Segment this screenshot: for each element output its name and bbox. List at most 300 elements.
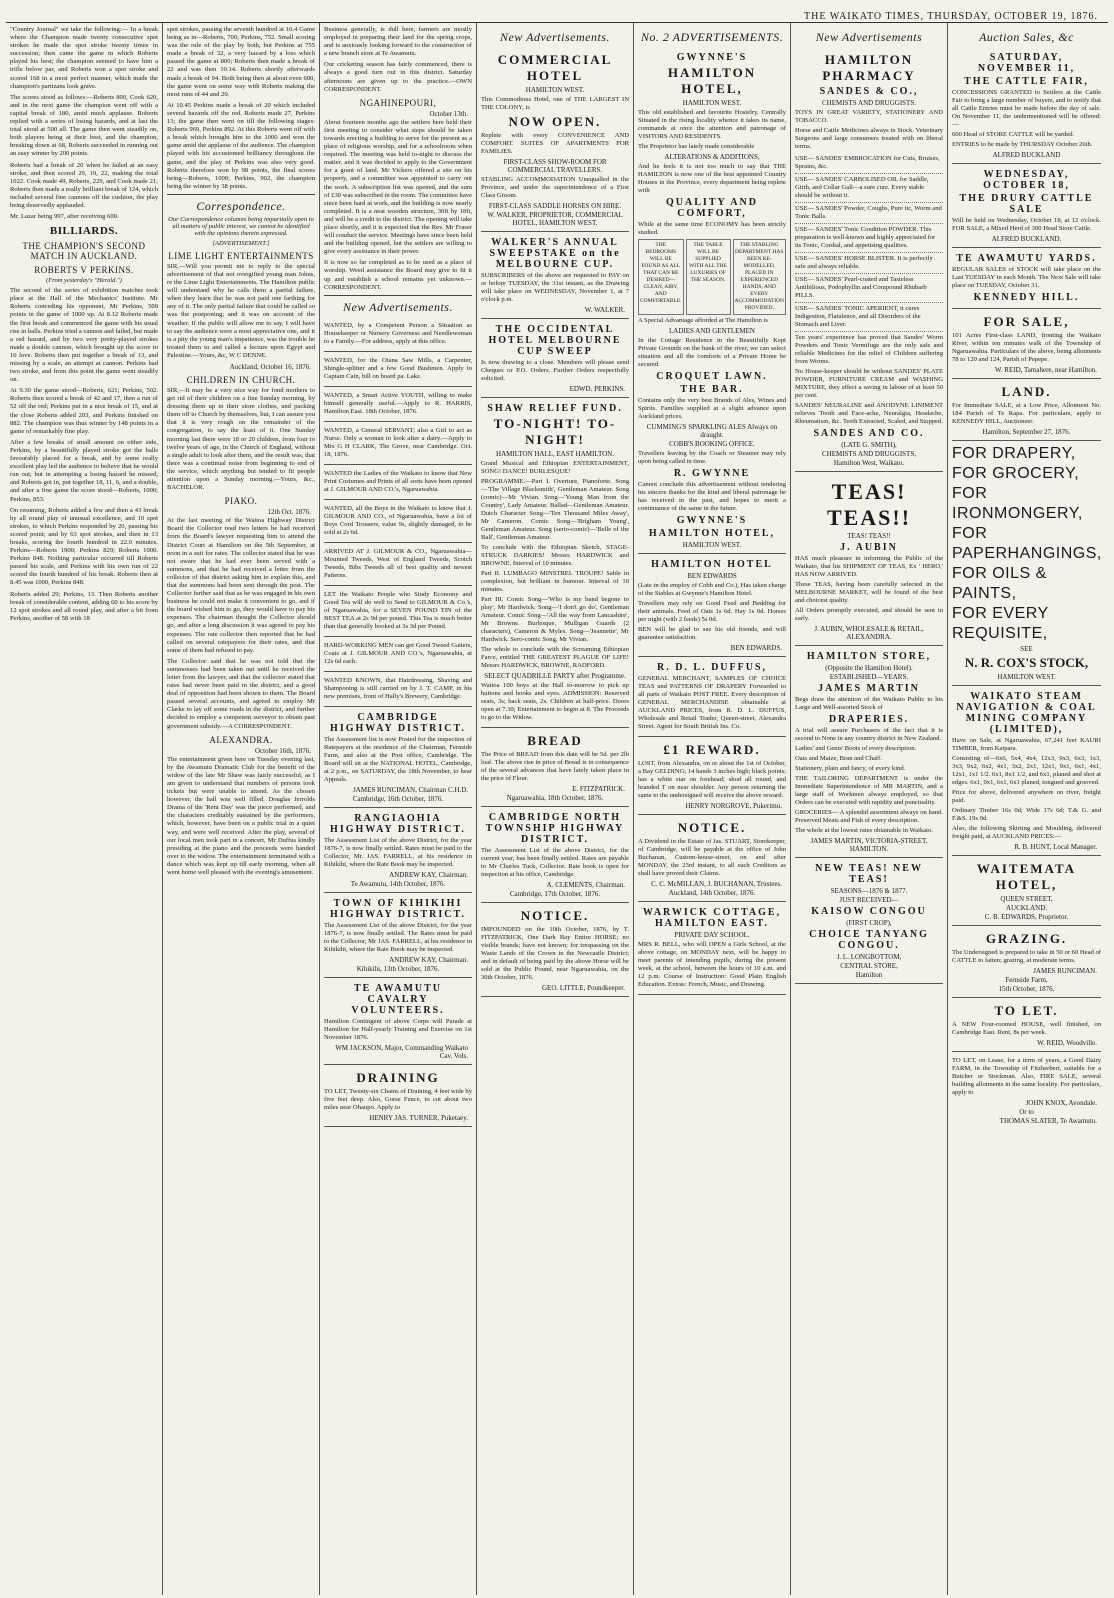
- ad-signature: ANDREW KAY, Chairman.: [389, 870, 468, 879]
- sweep-ad: [481, 319, 629, 398]
- ad-line: FOR GROCERY,: [952, 465, 1080, 482]
- ad-title: TE AWAMUTU YARDS.: [956, 253, 1097, 264]
- article-title: THE CHAMPION'S SECOND MATCH IN AUCKLAND.: [22, 241, 146, 262]
- ad-text: GROCERIES— A splendid assortment always on hand. Preserved Meats and Fish of every description.: [795, 809, 943, 824]
- ad-signature: WM JACKSON, Major, Commanding Waikato Cav. Vols.: [335, 1043, 468, 1060]
- ad-text: STABLING ACCOMMODATION Unequalled in the Province, and under the superintendence of a First Class Groom.: [481, 176, 629, 199]
- ad-proprietor: SANDES AND CO.: [813, 428, 925, 439]
- ad-signature: JAMES RUNCIMAN, Chairman C.H.D.: [353, 785, 468, 794]
- ad-signature: C. C. McMILLAN, J. BUCHANAN, Trustees.: [651, 880, 782, 888]
- programme: To conclude with the Ethiopian Sketch, STAGE-STRUCK DARKIES! Messrs HARDWICK and BROWNE. Interval of 10 minutes.: [481, 544, 629, 567]
- product-item: USE— SANDES' EMBROCATION for Cuts, Bruises, Sprains, &c.: [795, 153, 943, 174]
- product-item: USE— SANDES' Powder, Coughs, Pure tic, Worm and Tonic Balls.: [795, 203, 943, 224]
- editorial-note: Our Correspondence columns being impartially open to all matters of public interest, we cannot be identified with the opinions therein expressed.: [168, 215, 314, 237]
- article-paragraph: Roberts added 29; Perkins, 13. Then Roberts another break of considerable content, adding 60 to his score by 12 spot strokes and all round play, and after a bit from Perkins, another of 58 with 18: [10, 590, 158, 622]
- ad-text: Is now drawing to a close. Members will please send Cheques or P.O. Orders. Further Orders respectfully solicited.: [481, 359, 629, 382]
- ad-text: WANTED, by a Competent Person a Situation as Housekeeper or Nursery Governess and Needlewoman to a Family.—For address, apply at this office.: [324, 321, 472, 345]
- ad-text: A Special Advantage afforded at The Hamilton is: [638, 317, 768, 324]
- ad-text: Grand Musical and Ethiopian ENTERTAINMENT, SONG! DANCE! BURLESQUE!: [481, 460, 629, 475]
- to-let-ad: [952, 998, 1101, 1052]
- ad-title: TO LET.: [994, 1003, 1059, 1018]
- classified-ad: [324, 465, 472, 500]
- letter-body: SIR,—Will you permit me to reply to the special advertisement of that not overgifted young man Johns, re the Lime Light Entertainments. The Hamilton public will understand why he calls them a partial failure, when they learn that he was not paid one farthing for any of it. The only partial failure that could be called so was the postponing; and it was on account of the weather. If the public will allow me to say, I will have to say the audience were a most appreciative one, and it is a pity the young man's impatience, was the trouble he treated them to and called a lecture upon Egypt and Palestine.—Yours, &c, W C DENNE.: [167, 262, 315, 359]
- notice-ad: [324, 978, 472, 1065]
- column-6: [791, 23, 948, 1595]
- ad-proprietor: GWYNNE'S: [676, 515, 748, 526]
- ad-text: For Immediate SALE, at a Low Price, Allotment No. 184 Parish of Te Rapa. For particulars, apply to KENNEDY HILL, Auctioneer.: [952, 402, 1101, 425]
- ad-proprietor: R. GWYNNE: [673, 468, 751, 479]
- ad-title: CAMBRIDGE NORTH TOWNSHIP HIGHWAY DISTRICT.: [485, 812, 625, 845]
- article-paragraph: Roberts had a break of 20 when he failed at an easy stroke, and then scored 29, 19, 22, making the total 1022. Cook made 49, Roberts, 229, and Cook made 21; Roberts then made a really brilliant break of 124, which included several fine cannons off the cushion, the play being deservedly applauded.: [10, 161, 158, 209]
- ad-text: This old established and favourite Hostelry, Centrally Situated in the rising locality whence it takes its name, commands at once the attention and patronage of VISITORS AND RESIDENTS.: [638, 109, 786, 140]
- ad-feature: CHOICE TANYANG CONGOU.: [809, 929, 929, 951]
- ad-signature: W. REID, Tamahere, near Hamilton.: [994, 366, 1097, 374]
- article-paragraph: After a few breaks of small amount on either side, Perkins, by a beautifully played stroke got the balls favourably placed for a break, and by some really excellent play led the audience to believe that he would run out; but in attempting a losing hazard he missed, and Roberts got in, put together 18, 11, 6, and a double, and after a fine game the score stood—Roberts, 1000; Perkins, 853.: [10, 438, 158, 503]
- ad-subtitle: CHEMISTS AND DRUGGISTS,: [822, 450, 916, 458]
- ad-signature: HENRY JAS. TURNER, Puketaey.: [369, 1113, 468, 1122]
- ad-text: HAS much pleasure in informing the Public of the Waikato, that his SHIPMENT OF TEAS, Ex ' HERO,' HAS NOW ARRIVED.: [795, 555, 943, 578]
- article-title: ALEXANDRA.: [209, 734, 273, 745]
- hotel-ad: [952, 856, 1101, 926]
- classified-ad: [324, 352, 472, 387]
- sweep-ad: [481, 232, 629, 319]
- ad-text: Travellers leaving by the Coach or Steamer may rely upon being called in time.: [638, 450, 786, 465]
- ad-text: TOYS IN GREAT VARIETY, STATIONERY AND TOBACCO.: [795, 109, 943, 124]
- ad-date: Kihikihi, 13th October, 1876.: [356, 964, 440, 973]
- ad-title: WALKER'S ANNUAL SWEEPSTAKE on the MELBOURNE CUP.: [489, 237, 621, 270]
- ad-date: 15th October, 1876.: [998, 985, 1055, 993]
- article-paragraph: Our cricketing season has fairly commenced, there is always a good turn out in this district. Saturday afternoons are given up to the practice.—OWN CORRESPONDENT.: [324, 61, 472, 93]
- ad-signature: ALFRED BUCKLAND: [992, 151, 1061, 159]
- ad-proprietor: JAMES MARTIN: [818, 683, 920, 694]
- letter-date: Auckland, October 16, 1876.: [229, 363, 311, 371]
- ad-signature: W. WALKER.: [584, 306, 625, 314]
- ad-text: The Price of BREAD from this date will be 5d. per 2lb loaf. The above rise in price of Bread is in consequence of the several advances that have lately taken place in the price of Flour.: [481, 751, 629, 782]
- ad-title: COMMERCIAL HOTEL: [497, 52, 613, 83]
- ad-text: The Assessment List of the above District, for the year 1876-7, is now finally settled. The Rates must be paid to the Collector, Mr JAS. FARRELL, at his residence in Kihikihi, where the Rate Book may be inspected.: [324, 921, 472, 953]
- tea-ad: [795, 472, 943, 646]
- ad-text: LET the Waikato People who Study Economy and Good Tea will do well to Send to GILMOUR & Co.'s, of Ngaruawahia, for a SEVEN POUND TIN of the BEST TEA at 2s 9d per pound. This Tea is much better than that generally booked at 3s 3d per Pound.: [324, 590, 472, 630]
- ad-title: HAMILTON HOTEL,: [667, 65, 757, 96]
- divider: [167, 194, 315, 195]
- article-subtitle: ROBERTS V PERKINS.: [34, 265, 134, 276]
- ad-title: THE OCCIDENTAL HOTEL MELBOURNE CUP SWEEP: [488, 324, 622, 357]
- ad-text: IMPOUNDED on the 10th October, 1876, by T. FITZPATRICK, One Dark Bay Entire HORSE; no visible brands; have not known; for trespassing on the Waste Lands of the Crown in the Newcastle District; and in default of being paid by the above Horse will be sold at the Public Pound, near Ngaruawahia, on the 30th October, 1876.: [481, 926, 629, 981]
- ad-address: Fernside Farm,: [1005, 976, 1048, 984]
- ad-date-heading: WEDNESDAY, OCTOBER 18,: [983, 169, 1070, 191]
- notice-ad: [324, 808, 472, 893]
- ad-text: Or to: [1019, 1108, 1034, 1116]
- ad-text: Waitoa 100 boys at the Hall to-morrow to pick up buttons and hooks and eyes. ADMISSION: Reserved seats, 3s; back seats, 2s. Children at half-price. Doors open at 7.30; Entertainment to begin at 8. The Proceeds to go to the Widow.: [481, 682, 629, 721]
- ad-title: NOTICE.: [677, 820, 747, 835]
- letter-title: LIME LIGHT ENTERTAINMENTS: [168, 250, 314, 261]
- to-let-ad: [952, 1052, 1101, 1129]
- article-paragraph: The scores stood as follows:—Roberts 800, Cook 620, and in the next game the champion went off with a capital break of 180, amid much applause. Roberts replied with a series of losing hazards, and at last the total stood at 500 all. The game then went steadily on, both players being at their best, and the champion, breaking down at 68, Roberts succeeded in running out an easy winner by 200 points.: [10, 93, 158, 158]
- ad-signature: J. AUBIN, WHOLESALE & RETAIL, ALEXANDRA.: [814, 625, 924, 641]
- ad-feature: KAISOW CONGOU: [811, 906, 927, 917]
- ad-text: REGULAR SALES of STOCK will take place on the Last TUESDAY in each Month. The Next Sale will take place on TUESDAY, October 31.: [952, 266, 1101, 289]
- ad-title: RANGIAOHIA HIGHWAY DISTRICT.: [330, 812, 466, 835]
- ad-subtitle: TEAS! TEAS!!: [847, 532, 891, 540]
- ad-title: DRAINING: [356, 1069, 440, 1085]
- ad-subtitle: HAMILTON WEST.: [525, 86, 585, 94]
- ad-line: FOR PAPERHANGINGS,: [952, 525, 1102, 562]
- ad-title: CAMBRIDGE HIGHWAY DISTRICT.: [330, 711, 466, 734]
- section-heading: New Advertisements.: [500, 30, 610, 44]
- ad-title: GRAZING.: [985, 931, 1068, 946]
- ad-text: LOST, from Alexandra, on or about the 1st of October, a Bay GELDING; 14 hands 3 inches high; black points; has a white star on forehead; shod all round, and branded T on near shoulder. Any person returning the same to the undersigned will receive the above reward.: [638, 760, 786, 799]
- notice-ad: [638, 815, 786, 902]
- feature-cell-stabling: THE STABLING DEPARTMENT HAS BEEN RE-MODELLED, PLACED IN EXPERIENCED HANDS, AND EVERY ACCOMMODATION PROVIDED.: [733, 239, 787, 315]
- ad-text: The Assessment list is now Posted for the inspection of Ratepayers at the residence of the Chairman, Fernside Farm, and also at the Post office, Cambridge. The Board will sit at the NATIONAL HOTEL, Cambridge, at 2 p.m., on SATURDAY, the 18th November, to hear Appeals.: [324, 735, 472, 783]
- section-heading: New Advertisements.: [343, 299, 453, 314]
- ad-headline: TEAS! TEAS!!: [826, 479, 912, 530]
- ad-text: The Undersigned is prepared to take in 50 or 60 Head of CATTLE to fatten; grazing, at moderate terms.: [952, 949, 1101, 964]
- article-date: 12th Oct. 1876.: [267, 508, 311, 517]
- ad-title: SHAW RELIEF FUND.: [487, 403, 623, 414]
- ad-date-heading: SATURDAY, NOVEMBER 11,: [977, 52, 1076, 74]
- article-title: PIAKO.: [224, 496, 258, 507]
- ad-feature: ALTERATIONS & ADDITIONS,: [664, 153, 760, 161]
- ad-signature: E. FITZPATRICK.: [572, 785, 625, 793]
- ad-text: All Orders promptly executed, and should be sent in early.: [795, 607, 943, 622]
- ad-text: HARD-WORKING MEN can get Good Tweed Gaiters, Coats at J. GILMOUR AND CO.'s, Ngaruawahia, at 12s 6d each.: [324, 641, 472, 665]
- ad-text: 101 Acres First-class LAND, fronting the Waikato River, within ten minutes walk of the Township of Ngaruawahia. Particulars of the above, being allotments 78 to 120 and 124, Parish of Pepepe.: [952, 332, 1101, 363]
- ad-feature: CROQUET LAWN.: [656, 371, 768, 382]
- ad-text: BEN will be glad to see his old friends, and will guarantee satisfaction.: [638, 626, 786, 641]
- ad-title: HAMILTON HOTEL,: [648, 528, 776, 539]
- ad-signature: C. B. EDWARDS, Proprietor.: [984, 913, 1069, 921]
- column-4: [477, 23, 634, 1595]
- ad-text: Price for above, delivered anywhere on river, freight paid.: [952, 789, 1101, 804]
- classified-ad: [324, 637, 472, 672]
- ad-signature: HENRY NORGROVE, Pukerimu.: [685, 802, 782, 810]
- ad-address: CENTRAL STORE,: [840, 962, 898, 970]
- grazing-ad: [952, 926, 1101, 998]
- ad-text: Hamilton Contingent of above Corps will Parade at Hamilton for Half-yearly Training and Exercise on 1st November 1876.: [324, 1017, 472, 1041]
- store-ad: [795, 646, 943, 858]
- ad-subtitle: SEASONS—1876 & 1877.: [830, 887, 908, 895]
- ad-signature: W. REID, Woodville.: [1037, 1039, 1097, 1047]
- ad-signature: ALFRED BUCKLAND.: [991, 235, 1062, 243]
- ad-feature: SELECT QUADRILLE PARTY after Programme.: [484, 672, 626, 680]
- ad-title: WAIKATO STEAM NAVIGATION & COAL MINING COMPANY (LIMITED),: [956, 691, 1097, 735]
- ad-feature: COBB'S BOOKING OFFICE.: [669, 440, 755, 448]
- ad-signature: R. B. HUNT, Local Manager.: [1014, 843, 1097, 851]
- ad-text: MRS R. BELL, who will OPEN a Girls School, at the above cottage, on MONDAY next, will be happy to meet parents of intending pupils, during the present week, at the school, between the hours of 10 a.m. and 12 p.m. Course of Instruction: Good Plain English Education. Extras: French, Music, and Drawing.: [638, 941, 786, 988]
- article-paragraph: The Collector said that he was not told that the summonses had been taken out until he received the letter from the lawyer, and that the collector stated that rates had never been paid in the district, and a good deal of opposition had been shown to them. The Board passed several accounts, and agreed to employ Mr Clarke to lay off some roads in the district, and further decided to employ a competent surveyor to obtain past government subsidy.—A CORRESPONDENT.: [167, 657, 315, 730]
- programme: PROGRAMME.—Part I. Overture, Pianoforte. Song—'The Village Blacksmith', Gentleman Amateur. Song (comic)—Mr Vivian. Song—'Young Man from the Country', Lady Amateur. Ballad—Gentleman Amateur. Dutch Character Song—'Ten Thousand Miles Away', Mr Cameron. Comic Song—'Brigham Young', Gentleman Amateur. Song (serio-comic)—'Belle of the Ball', Gentleman Amateur.: [481, 478, 629, 541]
- ad-date: Hamilton, September 27, 1876.: [982, 428, 1071, 436]
- ad-subtitle: (LATE G. SMITH),: [841, 441, 897, 449]
- ad-address: Hamilton: [855, 971, 883, 979]
- article-paragraph: At 10.45 Perkins made a break of 20 which included several hazards off the red. Roberts made 27, Perkins 13; the game then went on till the following stages: Roberts 969, Perkins 892. At this Roberts went off with a break which brought him to the 1000 and won the game amid the applause of the audience. The champion played with his accustomed brilliancy throughout the game, and the play of Perkins was also very good. Roberts therefore won by 98 points, the final scores being—Roberts, 1000; Perkins, 902, the champion being the winner by 38 points.: [167, 101, 315, 190]
- ad-text: WANTED, a Smart Active YOUTH, willing to make himself generally useful.—Apply to R. HARRIS, Hamilton East. 18th October, 1876.: [324, 391, 472, 415]
- column-3: [320, 23, 477, 1595]
- page-masthead: [6, 4, 1108, 23]
- feature-table: [638, 239, 786, 315]
- ad-venue: HAMILTON HALL, EAST HAMILTON.: [496, 450, 614, 458]
- ad-subtitle: QUEEN STREET,: [1000, 895, 1053, 903]
- ad-title: BREAD: [527, 733, 583, 748]
- ad-text: The Proprietor has lately made considerable: [638, 143, 755, 150]
- ad-text: ENTRIES to be made by THURSDAY October 26th.: [952, 141, 1093, 148]
- ad-proprietor: GWYNNE'S: [676, 52, 748, 63]
- hotel-ad: [481, 47, 629, 232]
- ad-title: £1 REWARD.: [663, 742, 761, 757]
- ad-subtitle: (Opposite the Hamilton Hotel).: [825, 664, 913, 672]
- ad-line: FOR OILS & PAINTS,: [952, 565, 1047, 602]
- auction-ad: [952, 164, 1101, 248]
- ad-date: Cambridge, 16th October, 1876.: [352, 794, 444, 803]
- ad-text: A Dividend in the Estate of Jas. STUART, Storekeeper, of Cambridge, will be payable at the office of John Buchanan, Custom-house-street, on and after MONDAY, the 23rd instant, to all such Creditors as shall have proved their Claims.: [638, 838, 786, 877]
- ad-text: (Late in the employ of Cobb and Co.), Has taken charge of the Stables at Gwynne's Hamilton Hotel.: [638, 582, 786, 597]
- ad-signature: GEO. LITTLE, Poundkeeper.: [541, 984, 625, 992]
- ad-proprietor: SANDES & CO.,: [819, 86, 919, 97]
- article-paragraph: At the last meeting of the Waitoa Highway District Board the Collector read two letters he had received from the Board's lawyer requesting him to attend the District Court at Hamilton on the 5th September, at noon in a suit for rates. The collector stated that he was not aware that he had ever been served with a summons, and that he had received a letter from the collector of that district asking him to explain this, and that the summons had been sent through the post. The Collector further said that as he was engaged in his own business he could not make it convenient to go, and if the board wished him to go, they would have to pay his expenses. The chairman thought the Collector should go, and after a long discussion it was agreed to pay his expenses. The rate collector then reported that he had called on several ratepayers for their rates, and that some of them had refused to pay.: [167, 517, 315, 654]
- ad-subtitle: PRIVATE DAY SCHOOL.: [674, 931, 750, 939]
- ad-text: Oats and Maize, Bran and Chaff.: [795, 755, 882, 762]
- ad-title: N. R. COX'S STOCK,: [964, 655, 1089, 670]
- ad-text: WANTED, all the Boys in the Waikato to know that J. GILMOUR AND CO., of Ngaruawahia, have a lot of Boys Cord Trousers, value 9s, slightly damaged, to be sold at 2s 6d.: [324, 504, 472, 536]
- notice-ad: [324, 707, 472, 808]
- ad-title: R. D. L. DUFFUS,: [656, 662, 768, 673]
- notice-ad: [324, 893, 472, 978]
- ad-text: And he feels it is not too much to say that THE HAMILTON is now one of the best appointed Country Houses in the Province, every department being replete with: [638, 163, 786, 194]
- auction-ad: [952, 47, 1101, 164]
- auction-ad: [952, 248, 1101, 309]
- ad-price-list: Ordinary Timber 16s 0d; Wide 17s 6d; T.& G. and F.&S. 19s 0d.: [952, 807, 1101, 822]
- ad-signature: J. L. LONGBOTTOM,: [836, 953, 902, 961]
- timber-ad: [952, 686, 1101, 856]
- notice-ad: [324, 1065, 472, 1127]
- ad-date: Ngaruawahia, 18th October, 1876.: [506, 794, 604, 802]
- ad-text: TO LET, Twenty-six Chains of Draining, 4 feet wide by five feet deep. Also, Gorse Fence, to cut about two miles near Ohaupo. Apply to: [324, 1087, 472, 1111]
- article-paragraph: spot strokes, passing the seventh hundred at 10.4 Game being as in—Roberts, 700; Perkins, 752. Small scoring was the rule of the play by both, but Perkins at 755 made a break of 32, a very hazard by a loss which passed the game at 800; Roberts then made a break of 22 and was then 10.14. Roberts shortly afterwards made a break of 94. Both being then at about even 600, the game went on some way with Roberts making the most runs of 44 and 20.: [167, 26, 315, 98]
- notice-ad: [481, 903, 629, 997]
- ad-text: In the Cottage Residence in the Beautifully Kept Private Grounds on the bank of the river, we can select situation and all the comforts of a Private Home be secured.: [638, 337, 786, 368]
- ad-text: SUBSCRIBERS of the above are requested to PAY on or before TUESDAY, the 31st instant, as the Drawing will take place on WEDNESDAY, November 1, at 7 o'clock p.m.: [481, 272, 629, 303]
- product-item: USE— SANDES' CARBOLISED OIL for Saddle, Girth, and Collar Gall—a sure cure. Every stable should be without it.: [795, 174, 943, 203]
- ad-text: A NEW Four-roomed HOUSE, well finished, on Cambridge East. Rent, 8s per week.: [952, 1021, 1101, 1036]
- ad-date: Auckland, 14th October, 1876.: [668, 889, 756, 897]
- ad-feature: THE BAR.: [680, 384, 744, 395]
- ad-title: HAMILTON HOTEL: [651, 559, 773, 570]
- ad-established: ESTABLISHED—YEARS.: [829, 673, 909, 681]
- ad-feature: CUMMING'S SPARKLING ALES Always on draught.: [646, 423, 778, 439]
- ad-text: Consisting of—6x6, 5x4, 4x4, 12x3, 9x3, 6x3, 1x3, 3x3, 9x2, 6x2, 4x1, 3x2, 2x1, 12x1, 9x1, 6x1, 4x1, 12x1, 1x1 1/2. 6x1, 8x1 1/2, and 6x1, planed and shot at edges. 6x1, 9x1, 6x1, 6x1 planed, tongued and grooved.: [952, 755, 1101, 786]
- ad-text: This Commodious Hotel, one of THE LARGEST IN THE COLONY, is: [481, 96, 629, 111]
- product-item: USE— SANDES' Tonic Condition POWDER. This preparation is well-known and highly appreciated for its Tonic, Cordial, and appetising qualities.: [795, 224, 943, 253]
- ad-line: FOR IRONMONGERY,: [952, 485, 1083, 522]
- ad-proprietor: BEN EDWARDS: [687, 572, 737, 580]
- ad-text: Travellers may rely on Good Feed and Bedding for their animals. Feed of Oats 1s 6d. Hay 1s 0d. Horses per night (with 2 feeds) 5s 0d.: [638, 600, 786, 623]
- land-ad: [952, 379, 1101, 441]
- school-ad: [638, 902, 786, 995]
- ad-text: These TEAS, having been carefully selected in the MELBOURNE MARKET, will be found of the best and choicest quality.: [795, 581, 943, 604]
- ad-text: Horse and Cattle Medicines always in Stock. Veterinary Surgeons and large consumers treated with on liberal terms.: [795, 127, 943, 150]
- stables-ad: [638, 554, 786, 657]
- advertisement-label: [ADVERTISEMENT.]: [212, 239, 270, 247]
- ad-text: ARRIVED AT J. GILMOUR & CO., Ngaruawahia— Mounted Tweeds, West of England Tweeds, Scotch Tweeds, Bibs Tweeds all of best quality and newest Patterns.: [324, 547, 472, 579]
- ad-title: FOR SALE,: [983, 314, 1070, 329]
- ad-text: 600 Head of STORE CATTLE will be yarded.: [952, 131, 1075, 138]
- ad-signature: ANDREW KAY, Chairman.: [389, 955, 468, 964]
- ad-line: FOR EVERY REQUISITE,: [952, 605, 1049, 642]
- cox-ad: [952, 441, 1101, 686]
- article-date: October 13th.: [429, 109, 468, 118]
- ad-text: Stationery, plain and fancy, of every kind.: [795, 765, 906, 772]
- ad-text: WANTED, a General SERVANT; also a Girl to act as Nurse. Only a woman to look after a dairy.—Apply to Mrs G H CLARK, The Grove, near Cambridge. Oct. 18, 1876.: [324, 426, 472, 458]
- tea-ad: [795, 858, 943, 984]
- ad-text: WANTED, for the Otana Saw Mills, a Carpenter, Shingle-splitter and a few Good Bushmen. Apply to Captain Cain, bill on board pa. Lake.: [324, 356, 472, 380]
- ad-text: Contains only the very best Brands of Ales, Wines and Spirits. Families supplied at a slight advance upon Auckland prices.: [638, 397, 786, 420]
- ad-text: GENERAL MERCHANT, SAMPLES OF CHOICE TEAS and PATTERNS OF DRAPERY Forwarded to all parts of Waikato POST FREE. Every description of GENERAL MERCHANDISE obtainable at AUCKLAND PRICES, from R. D. L. DUFFUS, Wholesale and Retail Trader, Queen-street, Alexandra Street. Agent for South British Ins. Co.: [638, 675, 786, 730]
- ad-text: Also, the following Skirting and Moulding, delivered freight paid, at AUCKLAND PRICES:—: [952, 825, 1101, 840]
- article-paragraph: Business generally, is dull here, farmers are mostly employed in preparing their land for the spring crops, and is anxiously looking forward to the construction of a new branch store at Te Awamutu.: [324, 26, 472, 58]
- programme: The whole to conclude with the Screaming Ethiopian Farce, entitled THE GREATEST PLAGUE OF LIFE! Messrs HARDWICK, BROWNE, RADFORD.: [481, 646, 629, 669]
- ad-text: Ladies' and Gents' Boots of every description.: [795, 745, 917, 752]
- ad-title: LAND.: [1001, 384, 1052, 399]
- ad-title: HAMILTON PHARMACY: [822, 52, 916, 83]
- article-paragraph: "Country Journal" we take the following:— In a break where the Champion made twenty consecutive spot strokes he made the spot stroke twenty times in succession; then came the game in which Roberts played his best; the champion seemed to have him a trifle below par, and Roberts won a spot stroke and scored 168 in a most perfect manner, which made the champion's partizans look grave.: [10, 26, 158, 90]
- classified-ad: [324, 500, 472, 543]
- section-heading: BILLIARDS.: [49, 225, 119, 238]
- ad-title: THE CATTLE FAIR,: [964, 76, 1089, 87]
- column-5: [634, 23, 791, 1595]
- ad-signature: KENNEDY HILL.: [973, 292, 1080, 303]
- ad-highlight: NOW OPEN.: [508, 114, 602, 129]
- ad-proprietor: J. AUBIN: [840, 542, 898, 553]
- feature-cell-bedrooms: THE BEDROOMS WILL BE FOUND AS ALL THAT CAN BE DESIRED—CLEAN, AIRY, AND COMFORTABLE.: [638, 239, 684, 315]
- ad-highlight: TO-NIGHT! TO-NIGHT!: [493, 416, 617, 447]
- article-paragraph: Mr. Lazar being 997, after receiving 600.: [10, 213, 119, 221]
- ad-signature: EDWD. PERKINS.: [569, 385, 625, 393]
- section-heading: New Advertisements: [815, 30, 923, 44]
- article-date: October 16th, 1876.: [255, 746, 311, 755]
- ad-date: Te Awamutu, 14th October, 1876.: [350, 879, 446, 888]
- ad-text: While at the same time ECONOMY has been strictly studied.: [638, 221, 786, 236]
- product-item: USE— SANDES' TONIC APERIENT, it cures Indigestion, Flatulence, and all Disorders of the Stomach and Liver.: [795, 303, 943, 332]
- ad-date: Cambridge, 17th October, 1876.: [509, 890, 601, 898]
- ad-address: HAMILTON WEST.: [997, 673, 1056, 681]
- ad-title: WAITEMATA HOTEL,: [976, 861, 1077, 892]
- column-1: [6, 23, 163, 1595]
- section-heading: Correspondence.: [196, 198, 286, 213]
- ad-text: SANDES' NEURALINE and ANODYNE LINIMENT relieves Tooth and Face-ache, Neuralgia, Headache, Rheumatism, &c. Teeth Extracted, Scaled, and Stopped.: [795, 402, 943, 425]
- ad-signature: JAMES MARTIN, VICTORIA-STREET, HAMILTON.: [810, 837, 928, 853]
- section-heading: Auction Sales, &c: [979, 30, 1074, 44]
- classified-ad: [324, 586, 472, 637]
- ad-text: WANTED KNOWN, that Hairdressing, Shaving and Shampooing is still carried on by J. T. CAMP, in his new premises, front of Hally's Brewery, Cambridge.: [324, 676, 472, 700]
- ad-address: Hamilton West, Waikato.: [833, 459, 905, 467]
- ad-text: Begs draw the attention of the Waikato Public to his Large and Well-assorted Stock of: [795, 696, 943, 711]
- article-paragraph: The entertainment given here on Tuesday evening last, by the Awamutu Dramatic Club for the benefit of the widow of the late Mr Shaw was fairly successful, as I am given to understand that numbers of persons took tickets but were unable to attend. As the chosen however, the hall was well filled. Douglas Jerrolds Drama of the 'Rent Day' was the piece performed, and the characters creditably sustained by the performers, which, however, have been on a public trial in a quiet way, and were well received. After the play, several of our local men took part in a concert, Mr Duffus kindly presiding at the piano and the proceeds were handed over to the widow. The entertainment terminated with a dance which was kept up till early morning, when all went home well pleased with the evening's amusement.: [167, 755, 315, 876]
- ad-title: THE DRURY CATTLE SALE: [959, 193, 1094, 215]
- article-paragraph: About fourteen months ago the settlers here held their first meeting to consider what steps should be taken towards erecting a building to serve for the present as a place of religious worship, and for a schoolroom when required. The meeting was held to-night to discuss the matter, and it was decided to apply to the Government for a grant of land. Mr Vickers offered a site on his property, and a committee was appointed to carry out the work. A subscription list was opened, and the sum of £30 was subscribed in the room. The committee have since been hard at work, and the building is now nearly completed. It is a neat wooden structure, 30ft by 18ft, and will be a credit to the district. The opening will take place shortly, and it is expected that the Rev. Mr Fraser will conduct the service. Meetings have since been held and the building opened, but the settlers are willing to give every assistance in their power.: [324, 118, 472, 256]
- article-paragraph: It is now so far completed as to be used as a place of worship. Weed assistance the Board may give to fit it up and establish a school remains yet unknown.—CORRESPONDENT.: [324, 259, 472, 291]
- programme: Part II. LUMBAGO MINSTREL TROUPE! Sable in complexion, but brilliant in humour. Interval of 10 minutes.: [481, 570, 629, 593]
- article-source: (From yesterday's "Herald."): [46, 277, 122, 285]
- notice-ad: [481, 807, 629, 903]
- bread-ad: [481, 728, 629, 807]
- reward-ad: [638, 737, 786, 815]
- divider: [324, 295, 472, 296]
- feature-cell-table: THE TABLE WILL BE SUPPLIED WITH ALL THE LUXURIES OF THE SEASON.: [686, 239, 731, 315]
- ad-text: Ten years' experience has proved that Sandes' Worm Powders and Tonic Vermifuge are the only safe and reliable Medicines for the relief of Children suffering from Worms.: [795, 334, 943, 365]
- ad-subtitle: JUST RECEIVED—: [839, 896, 899, 904]
- merchant-ad: [638, 657, 786, 737]
- ad-signature: JOHN KNOX, Avondale.: [1025, 1099, 1097, 1107]
- ad-text: TO LET, on Lease, for a term of years, a Good Dairy FARM, in the Township of Fitzherbert, suitable for a Butcher or Stockman. Also, FIRE SALE, several building allotments in the same locality. For particulars, apply to: [952, 1057, 1101, 1096]
- ad-subtitle: HAMILTON WEST.: [682, 541, 742, 549]
- letter-body: SIR,—It may be a very nice way for fond mothers to get rid of their children on a fine Sunday morning, by dressing them up in their store clothes, and packing them off to Church by themselves, but, I can assure you that it is very rough on the remainder of the congregation, to say the least of it. One Sunday morning last there were 18 or 20 children, from four to twelve years of age, in the Church of England, without a single adult to look after them, and the result was, that there was a continual noise from beginning to end of the service, which anything but tended to fit people attention upon a Sunday morning.—Yours, &c., BACHELOR.: [167, 387, 315, 492]
- hotel-ad: [638, 47, 786, 554]
- ad-title: TE AWAMUTU CAVALRY VOLUNTEERS.: [351, 982, 445, 1016]
- ad-feature: FIRST-CLASS SADDLE HORSES ON HIRE.: [488, 202, 622, 210]
- ad-feature: FIRST-CLASS SHOW-ROOM FOR COMMERCIAL TRAVELLERS.: [503, 158, 607, 174]
- product-item: USE— SANDES' Pearl-coated and Tasteless Antibilious, Podophyllin and Compound Rhubarb PILLS.: [795, 274, 943, 303]
- classified-ad: [324, 543, 472, 586]
- ad-feature: DRAPERIES.: [828, 714, 910, 725]
- ad-line: FOR DRAPERY,: [952, 445, 1076, 462]
- ad-title: WARWICK COTTAGE, HAMILTON EAST.: [642, 907, 782, 929]
- ad-text: A trial will assure Purchasers of the fact that it is second to None in any country district in New Zealand.: [795, 727, 943, 742]
- column-2: [163, 23, 320, 1595]
- ad-signature: A. CLEMENTS, Chairman.: [546, 881, 625, 889]
- ad-headline: NEW TEAS! NEW TEAS!: [815, 863, 923, 885]
- ad-feature: LADIES AND GENTLEMEN: [669, 327, 755, 335]
- pharmacy-ad: [795, 47, 943, 472]
- ad-signature: BEN EDWARDS.: [730, 644, 782, 652]
- ad-signature: W. WALKER, PROPRIETOR, COMMERCIAL HOTEL, HAMILTON WEST.: [487, 211, 623, 227]
- ad-subtitle: HAMILTON WEST.: [682, 99, 742, 107]
- article-paragraph: At 9.30 the game stood—Roberts, 621; Perkins, 502. Roberts then scored a break of 42 and 17, then a run of 52 off the red; Perkins put in a nice break of 15, and at the close Roberts added 203, and Perkins finished on 882. The champion was thus winner by 148 points in a game of remarkably fine play.: [10, 387, 158, 435]
- ad-text: Cannot conclude this advertisement without tendering his sincere thanks for the kind and liberal patronage he has received in the past, and hopes to merit a continuance of the same in the future.: [638, 481, 786, 512]
- ad-subtitle: CHEMISTS AND DRUGGISTS.: [822, 99, 916, 107]
- article-paragraph: The second of the series of exhibition matches took place at the Hall of the Mechanics' Institute. Mr Roberts conceding his opponent, Mr Perkins, 500 points in the game of 1000 up. At 8.12 Roberts made the first break and commenced the game with his usual rise in balls. Perkins tried a cannon and failed, but made a red hazard, and by two very pretty-played strokes made a double cannon, which brought up the score to 10 love. Roberts then put together a break of 13, and missing by a scale, an attempt at cannon. Perkins had two stroke, and from this point the game went steadily on.: [10, 287, 158, 384]
- product-item: USE— SANDES' HORSE BLISTER. It is perfectly safe and always reliable.: [795, 253, 943, 274]
- ad-text: Will be held on Wednesday, October 18, at 12 o'clock. FOR SALE, a Mixed Herd of 300 Head Store Cattle.: [952, 217, 1101, 232]
- section-heading: No. 2 ADVERTISEMENTS.: [640, 30, 784, 44]
- ad-text: THE TAILORING DEPARTMENT is under the Immediate Superintendence of MR MARTIN, and a large staff of Workmen always employed, so that Orders can be executed with rapidity and punctuality.: [795, 775, 943, 806]
- columns: [6, 23, 1108, 1595]
- ad-signature: THOMAS SLATER, Te Awamutu.: [999, 1117, 1097, 1125]
- land-ad: [952, 309, 1101, 379]
- article-paragraph: On resuming, Roberts added a few and then a 43 break by all round play of unusual excellence, and 10 spot strokes, to which Perkins responded by 20, passing his scored point; and by 63 spot strokes, and then in 13 breaks, scoring the fourth hundred in 22.0 minutes. Perkins—Roberts 1900; Perkins 829; Roberts 1000. Perkins 848. Nothing particular occurred till Roberts passed his scale, and Perkins with his own run of 22 scored the fourth hundred of his break. Roberts then at 8.45 was 1000, Perkins 848.: [10, 506, 158, 587]
- ad-signature: JAMES RUNCIMAN.: [1033, 967, 1097, 975]
- letter-title: CHILDREN IN CHURCH.: [186, 375, 296, 385]
- ad-text: The Assessment List of the above District, for the year 1876-7, is now finally settled. Rates must be paid to the Collector, Mr. JAS. FARRELL, at his residence in Kihikihi, where the Rate Book may be inspected.: [324, 836, 472, 868]
- ad-text: WANTED the Ladies of the Waikato to know that New Print Costumes and Prints of all sorts have been opened at J. GILMOUR AND CO.'s, Ngaruawahia.: [324, 469, 472, 493]
- classified-ad: [324, 317, 472, 352]
- ad-title: HAMILTON STORE,: [806, 651, 932, 662]
- ad-subtitle: (FIRST CROP),: [846, 919, 892, 927]
- article-title: NGAHINEPOURI,: [359, 97, 437, 108]
- ad-title: TOWN OF KIHIKIHI HIGHWAY DISTRICT.: [330, 897, 466, 920]
- ad-text: The whole at the lowest rates obtainable in Waikato.: [795, 827, 933, 834]
- ad-text: Replete with every CONVENIENCE AND COMFORT. SUITES OF APARTMENTS FOR FAMILIES.: [481, 132, 629, 155]
- ad-text: No House-keeper should be without SANDES' PLATE POWDER, FURNITURE CREAM and WASHING MIXTURE, they effect a saving in labour of at least 50 per cent.: [795, 368, 943, 399]
- ad-subtitle: SEE: [1020, 645, 1033, 653]
- ad-title: NOTICE.: [520, 908, 590, 923]
- classified-ad: [324, 672, 472, 707]
- classified-ad: [324, 422, 472, 465]
- ad-address: AUCKLAND.: [1005, 904, 1048, 912]
- column-7: [948, 23, 1105, 1595]
- ad-feature: QUALITY AND COMFORT,: [666, 197, 758, 219]
- ad-text: CONCESSIONS GRANTED to Settlers at the Cattle Fair to bring a large number of buyers, and to notify that all Cattle Entries must be made before the day of sale. On November 11, the undermentioned will be offered:—: [952, 89, 1101, 128]
